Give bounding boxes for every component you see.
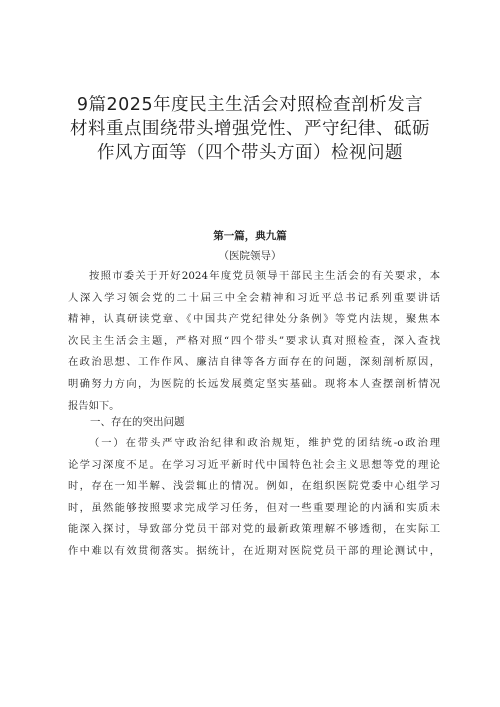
intro-line: 明确努力方向，为医院的长远发展奠定坚实基础。现将本人查摆剖析情况 — [68, 377, 440, 390]
intro-line: 次民主生活会主题，严格对照“四个带头”要求认真对照检查，深入查找 — [68, 334, 440, 347]
intro-line: 精神，认真研读党章、《中国共产党纪律处分条例》等党内法规，聚焦本 — [68, 313, 440, 326]
body-line: 时，虽然能够按照要求完成学习任务，但对一些重要理论的内涵和实质未 — [68, 501, 440, 514]
intro-line: 报告如下。 — [68, 399, 120, 412]
title-line-3: 作风方面等（四个带头方面）检视问题 — [97, 143, 403, 163]
section-sublabel: （医院领导） — [218, 250, 282, 262]
body-line: 时，存在一知半解、浅尝辄止的情况。例如，在组织医院党委中心组学习 — [68, 480, 440, 493]
section-heading-1: 一、存在的突出问题 — [90, 416, 185, 428]
body-paragraph — [68, 433, 440, 563]
document-title — [50, 93, 450, 165]
intro-line: 人深入学习领会党的二十届三中全会精神和习近平总书记系列重要讲话 — [68, 291, 440, 304]
intro-paragraph — [68, 266, 440, 417]
body-line: 作中难以有效贯彻落实。据统计，在近期对医院党员干部的理论测试中， — [68, 544, 440, 557]
section-label: 第一篇，典九篇 — [213, 230, 287, 242]
title-line-2: 材料重点围绕带头增强党性、严守纪律、砥砺 — [70, 119, 430, 139]
title-line-1: 9篇2025年度民主生活会对照检查剖析发言 — [76, 95, 424, 115]
body-line: 能深入探讨，导致部分党员干部对党的最新政策理解不够透彻，在实际工 — [68, 523, 440, 536]
intro-line: 在政治思想、工作作风、廉洁自律等各方面存在的问题，深刻剖析原因， — [68, 356, 440, 369]
body-line: 论学习深度不足。在学习习近平新时代中国特色社会主义思想等党的理论 — [68, 458, 440, 471]
intro-line: 按照市委关于开好2024年度党员领导干部民主生活会的有关要求，本 — [89, 270, 440, 282]
body-line: （一）在带头严守政治纪律和政治规矩，维护党的团结统-o政治理 — [89, 437, 440, 449]
